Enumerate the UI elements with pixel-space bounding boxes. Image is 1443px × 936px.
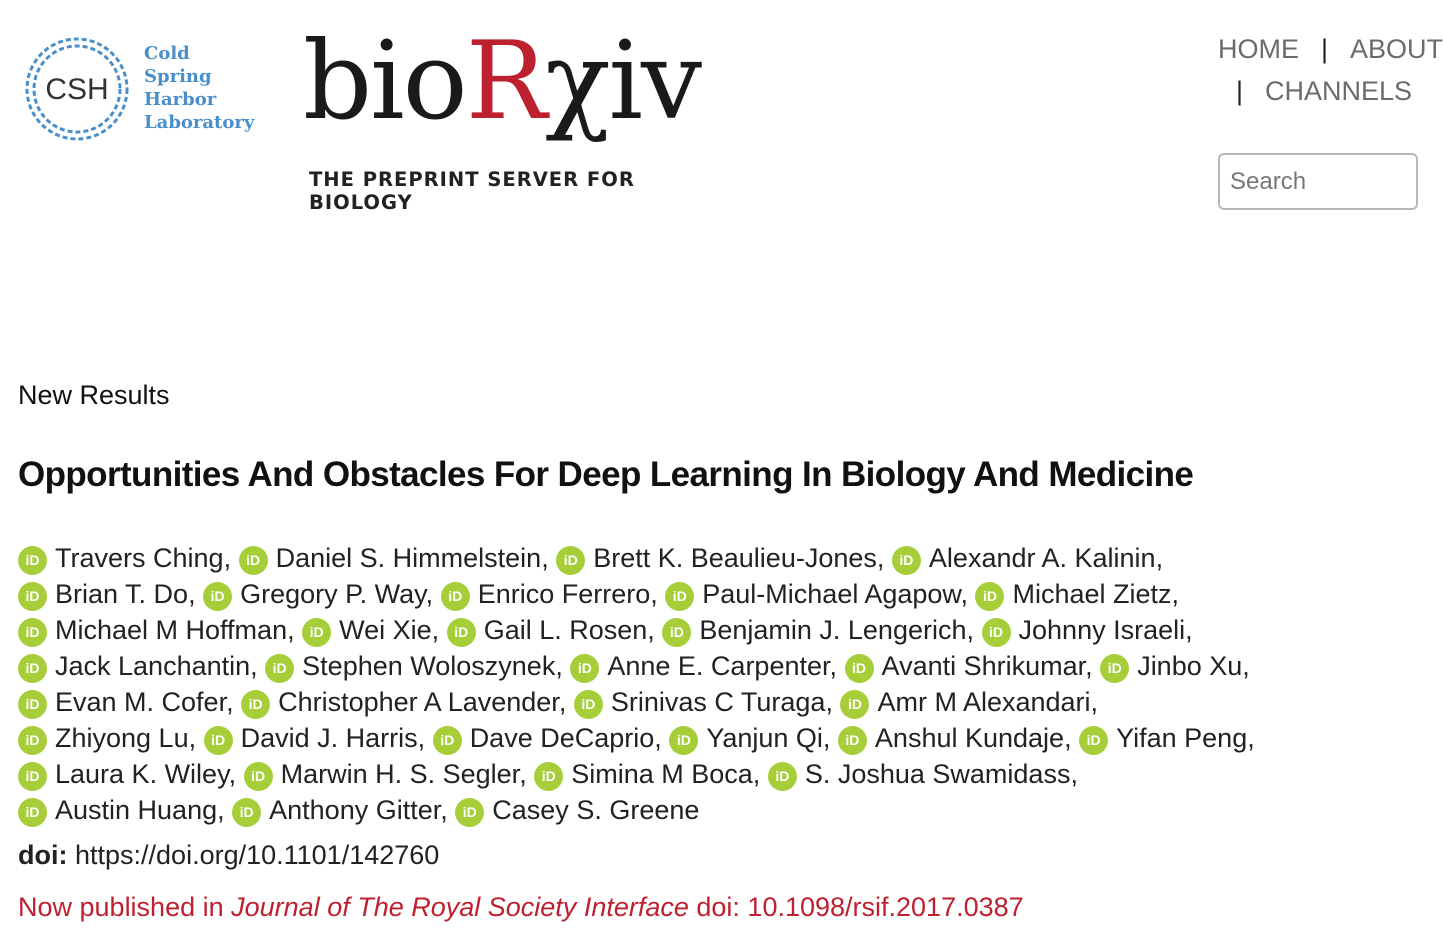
author-name[interactable]: Gregory P. Way (240, 579, 426, 609)
orcid-icon[interactable]: iD (18, 546, 47, 575)
orcid-icon[interactable]: iD (441, 582, 470, 611)
author-name[interactable]: Zhiyong Lu (55, 723, 189, 753)
author-name[interactable]: Johnny Israeli (1018, 615, 1186, 645)
orcid-icon[interactable]: iD (433, 726, 462, 755)
orcid-icon[interactable]: iD (665, 582, 694, 611)
author-item: iD Yifan Peng, (1079, 723, 1255, 753)
author-item: iD Zhiyong Lu, (18, 723, 196, 753)
author-name[interactable]: Stephen Woloszynek (302, 651, 556, 681)
author-item: iD Austin Huang, (18, 795, 225, 825)
author-item: iD S. Joshua Swamidass, (768, 759, 1078, 789)
nav-channels-link[interactable]: CHANNELS (1265, 76, 1413, 106)
author-item: iD Simina M Boca, (534, 759, 760, 789)
orcid-icon[interactable]: iD (1100, 654, 1129, 683)
author-name[interactable]: Dave DeCaprio (469, 723, 655, 753)
author-name[interactable]: Brett K. Beaulieu-Jones (593, 543, 877, 573)
author-list (18, 540, 1378, 828)
article-title: Opportunities And Obstacles For Deep Learning In Biology And Medicine (18, 455, 1194, 494)
author-name[interactable]: Yanjun Qi (706, 723, 823, 753)
orcid-icon[interactable]: iD (203, 582, 232, 611)
author-name[interactable]: Casey S. Greene (492, 795, 700, 825)
author-name[interactable]: Yifan Peng (1116, 723, 1248, 753)
author-item: iD Anthony Gitter, (232, 795, 448, 825)
author-name[interactable]: Wei Xie (339, 615, 432, 645)
orcid-icon[interactable]: iD (18, 618, 47, 647)
orcid-icon[interactable]: iD (18, 582, 47, 611)
biorxiv-logo[interactable] (303, 19, 743, 214)
author-item: iD David J. Harris, (204, 723, 426, 753)
author-item: iD Anne E. Carpenter, (570, 651, 837, 681)
orcid-icon[interactable]: iD (18, 726, 47, 755)
author-name[interactable]: Simina M Boca (571, 759, 753, 789)
orcid-icon[interactable]: iD (18, 762, 47, 791)
orcid-icon[interactable]: iD (840, 690, 869, 719)
published-notice[interactable]: Now published in Journal of The Royal Society Interface doi: 10.1098/rsif.2017.0387 (18, 892, 1024, 922)
author-item: iD Christopher A Lavender, (241, 687, 566, 717)
orcid-icon[interactable]: iD (1079, 726, 1108, 755)
author-item: iD Daniel S. Himmelstein, (239, 543, 549, 573)
author-name[interactable]: Michael M Hoffman (55, 615, 288, 645)
author-name[interactable]: Jinbo Xu (1137, 651, 1243, 681)
author-name[interactable]: Christopher A Lavender (278, 687, 559, 717)
author-item (455, 795, 699, 825)
author-item: iD Brett K. Beaulieu-Jones, (556, 543, 884, 573)
orcid-icon[interactable]: iD (302, 618, 331, 647)
author-name[interactable]: Michael Zietz (1012, 579, 1172, 609)
author-item: iD Johnny Israeli, (982, 615, 1193, 645)
orcid-icon[interactable]: iD (18, 690, 47, 719)
author-name[interactable]: Austin Huang (55, 795, 218, 825)
nav-separator: | (1236, 76, 1244, 106)
orcid-icon[interactable]: iD (534, 762, 563, 791)
author-item: iD Michael M Hoffman, (18, 615, 295, 645)
doi-line (18, 840, 439, 871)
author-item: iD Alexandr A. Kalinin, (892, 543, 1163, 573)
orcid-icon[interactable]: iD (838, 726, 867, 755)
author-name[interactable]: Anthony Gitter (269, 795, 441, 825)
author-item: iD Gail L. Rosen, (447, 615, 655, 645)
nav-about-link[interactable]: ABOUT (1350, 34, 1443, 64)
author-item: iD Avanti Shrikumar, (845, 651, 1093, 681)
nav-home-link[interactable]: HOME (1218, 34, 1299, 64)
author-name[interactable]: Evan M. Cofer (55, 687, 227, 717)
orcid-icon[interactable]: iD (455, 798, 484, 827)
orcid-icon[interactable]: iD (768, 762, 797, 791)
orcid-icon[interactable]: iD (662, 618, 691, 647)
author-item: iD Dave DeCaprio, (433, 723, 662, 753)
author-item: iD Paul-Michael Agapow, (665, 579, 968, 609)
author-item: iD Brian T. Do, (18, 579, 196, 609)
csh-logo[interactable] (22, 34, 255, 144)
orcid-icon[interactable]: iD (239, 546, 268, 575)
author-item: iD Gregory P. Way, (203, 579, 433, 609)
author-name[interactable]: Jack Lanchantin (55, 651, 251, 681)
orcid-icon[interactable]: iD (669, 726, 698, 755)
author-name[interactable]: Anne E. Carpenter (607, 651, 830, 681)
orcid-icon[interactable]: iD (447, 618, 476, 647)
author-name[interactable]: Travers Ching (55, 543, 224, 573)
author-name[interactable]: David J. Harris (240, 723, 418, 753)
author-name[interactable]: Amr M Alexandari (877, 687, 1091, 717)
author-name[interactable]: Enrico Ferrero (477, 579, 651, 609)
author-item: iD Amr M Alexandari, (840, 687, 1098, 717)
author-name[interactable]: Avanti Shrikumar (881, 651, 1086, 681)
author-item: iD Srinivas C Turaga, (574, 687, 833, 717)
orcid-icon[interactable]: iD (556, 546, 585, 575)
published-doi[interactable]: doi: 10.1098/rsif.2017.0387 (696, 892, 1024, 922)
doi-label: doi: (18, 840, 68, 870)
author-item: iD Jack Lanchantin, (18, 651, 258, 681)
search-input[interactable] (1218, 153, 1418, 210)
orcid-icon[interactable]: iD (574, 690, 603, 719)
author-name[interactable]: Alexandr A. Kalinin (928, 543, 1156, 573)
orcid-icon[interactable]: iD (232, 798, 261, 827)
author-name[interactable]: S. Joshua Swamidass (804, 759, 1071, 789)
author-item: iD Enrico Ferrero, (441, 579, 658, 609)
author-item: iD Laura K. Wiley, (18, 759, 236, 789)
article-type-label: New Results (18, 380, 170, 410)
orcid-icon[interactable]: iD (975, 582, 1004, 611)
orcid-icon[interactable]: iD (982, 618, 1011, 647)
author-item: iD Wei Xie, (302, 615, 439, 645)
author-name[interactable]: Benjamin J. Lengerich (699, 615, 967, 645)
author-name[interactable]: Srinivas C Turaga (610, 687, 826, 717)
orcid-icon[interactable]: iD (204, 726, 233, 755)
author-item: iD Travers Ching, (18, 543, 231, 573)
author-item: iD Yanjun Qi, (669, 723, 830, 753)
orcid-icon[interactable]: iD (265, 654, 294, 683)
orcid-icon[interactable]: iD (244, 762, 273, 791)
author-name[interactable]: Anshul Kundaje (874, 723, 1065, 753)
biorxiv-tagline: THE PREPRINT SERVER FOR BIOLOGY (309, 168, 635, 214)
csh-wordmark: Cold Spring Harbor Laboratory (144, 43, 255, 133)
author-item: iD Evan M. Cofer, (18, 687, 234, 717)
orcid-icon[interactable]: iD (18, 798, 47, 827)
orcid-icon[interactable]: iD (845, 654, 874, 683)
csh-dna-ring-icon (22, 34, 132, 144)
author-item: iD Marwin H. S. Segler, (244, 759, 527, 789)
orcid-icon[interactable]: iD (892, 546, 921, 575)
author-item: iD Anshul Kundaje, (838, 723, 1072, 753)
orcid-icon[interactable]: iD (241, 690, 270, 719)
nav-separator: | (1321, 34, 1329, 64)
orcid-icon[interactable]: iD (18, 654, 47, 683)
author-name[interactable]: Laura K. Wiley (55, 759, 229, 789)
author-name[interactable]: Daniel S. Himmelstein (275, 543, 542, 573)
journal-name[interactable]: Journal of The Royal Society Interface (231, 892, 689, 922)
doi-link[interactable]: https://doi.org/10.1101/142760 (75, 840, 440, 870)
author-item: iD Jinbo Xu, (1100, 651, 1250, 681)
author-name[interactable]: Gail L. Rosen (483, 615, 648, 645)
csh-monogram: CSH (45, 73, 109, 106)
author-name[interactable]: Paul-Michael Agapow (702, 579, 961, 609)
author-name[interactable]: Brian T. Do (55, 579, 189, 609)
author-item: iD Stephen Woloszynek, (265, 651, 563, 681)
orcid-icon[interactable]: iD (570, 654, 599, 683)
biorxiv-wordmark: bioRχiv (303, 19, 701, 144)
author-item: iD Benjamin J. Lengerich, (662, 615, 974, 645)
author-item: iD Michael Zietz, (975, 579, 1179, 609)
author-name[interactable]: Marwin H. S. Segler (280, 759, 520, 789)
